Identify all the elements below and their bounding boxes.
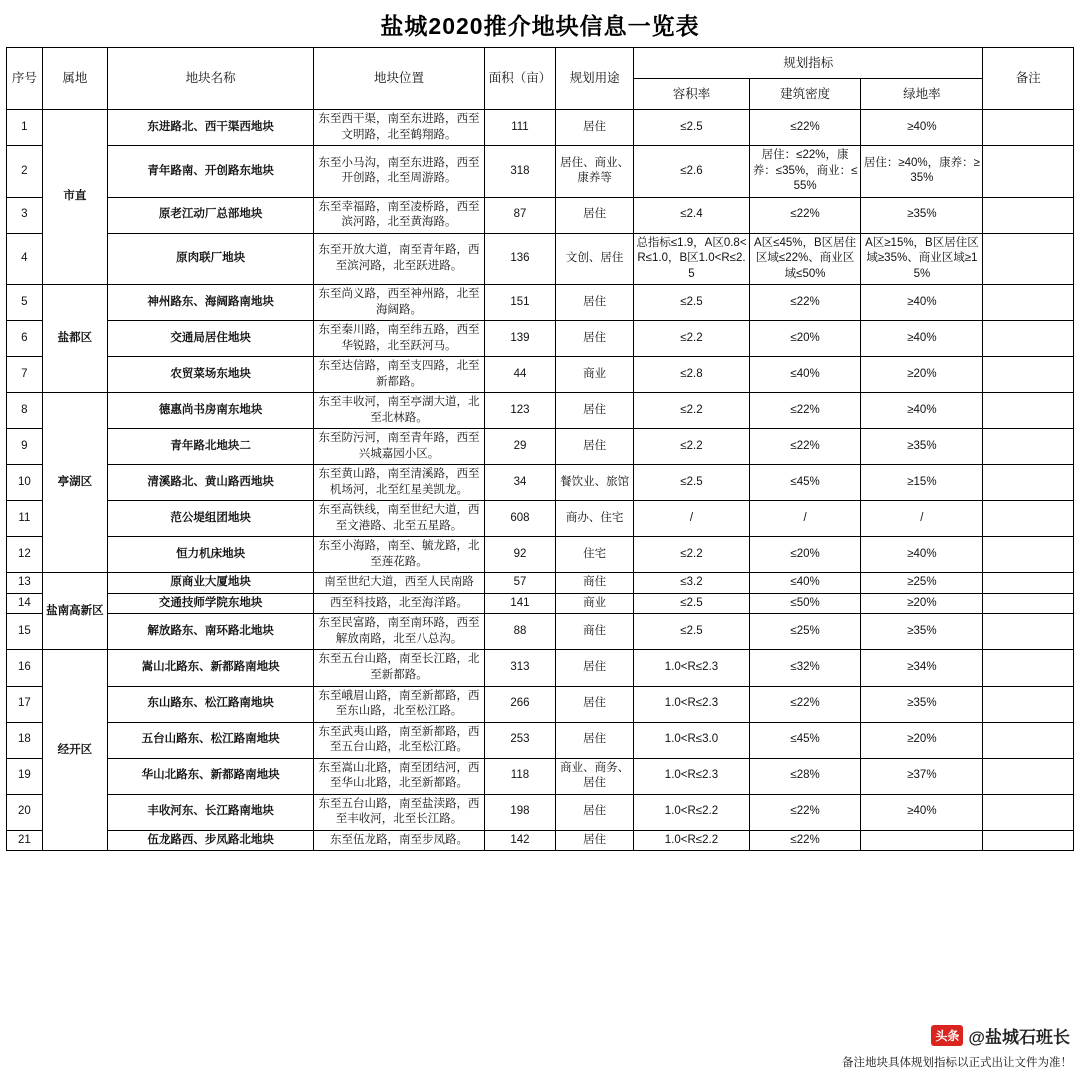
table-row	[7, 146, 1074, 198]
cell-use: 居住	[556, 393, 634, 429]
table-row	[7, 830, 1074, 851]
cell-green: ≥25%	[861, 573, 983, 594]
cell-green: ≥40%	[861, 110, 983, 146]
cell-seq: 5	[7, 285, 43, 321]
cell-area: 34	[484, 465, 556, 501]
cell-density: ≤50%	[749, 593, 861, 614]
cell-use: 居住	[556, 321, 634, 357]
cell-green: ≥35%	[861, 197, 983, 233]
cell-area: 253	[484, 722, 556, 758]
header-location: 地块位置	[314, 48, 484, 110]
cell-far: ≤2.2	[634, 321, 750, 357]
table-row	[7, 393, 1074, 429]
table-row	[7, 501, 1074, 537]
table-row	[7, 321, 1074, 357]
cell-green: ≥37%	[861, 758, 983, 794]
cell-seq: 14	[7, 593, 43, 614]
cell-area: 151	[484, 285, 556, 321]
cell-location: 东至伍龙路，南至步凤路。	[314, 830, 484, 851]
cell-density: ≤22%	[749, 429, 861, 465]
cell-green	[861, 830, 983, 851]
cell-far: ≤2.5	[634, 593, 750, 614]
cell-name: 丰收河东、长江路南地块	[108, 794, 314, 830]
cell-density: ≤40%	[749, 573, 861, 594]
cell-area: 44	[484, 357, 556, 393]
cell-use: 居住	[556, 285, 634, 321]
header-belong: 属地	[42, 48, 107, 110]
cell-seq: 10	[7, 465, 43, 501]
cell-location: 东至丰收河，南至亭湖大道，北至北林路。	[314, 393, 484, 429]
cell-seq: 1	[7, 110, 43, 146]
cell-density: A区≤45%，B区居住区域≤22%、商业区域≤50%	[749, 233, 861, 285]
cell-name: 交通局居住地块	[108, 321, 314, 357]
cell-use: 居住	[556, 197, 634, 233]
cell-location: 东至开放大道，南至青年路，西至滨河路，北至跃进路。	[314, 233, 484, 285]
cell-location: 东至民富路，南至南环路，西至解放南路，北至八总沟。	[314, 614, 484, 650]
cell-density: ≤25%	[749, 614, 861, 650]
table-row	[7, 197, 1074, 233]
cell-green: ≥40%	[861, 285, 983, 321]
cell-seq: 3	[7, 197, 43, 233]
cell-far: ≤2.8	[634, 357, 750, 393]
cell-location: 东至武夷山路，南至新都路，西至五台山路，北至松江路。	[314, 722, 484, 758]
cell-name: 神州路东、海阔路南地块	[108, 285, 314, 321]
cell-note	[983, 593, 1074, 614]
cell-name: 清溪路北、黄山路西地块	[108, 465, 314, 501]
cell-green: ≥35%	[861, 614, 983, 650]
cell-far: ≤2.5	[634, 465, 750, 501]
cell-name: 解放路东、南环路北地块	[108, 614, 314, 650]
cell-density: ≤22%	[749, 794, 861, 830]
footer-note: 备注地块具体规划指标以正式出让文件为准！	[842, 1057, 1072, 1069]
cell-green: ≥15%	[861, 465, 983, 501]
cell-name: 原肉联厂地块	[108, 233, 314, 285]
cell-seq: 16	[7, 650, 43, 686]
cell-green: ≥40%	[861, 393, 983, 429]
cell-area: 123	[484, 393, 556, 429]
cell-area: 118	[484, 758, 556, 794]
cell-name: 五台山路东、松江路南地块	[108, 722, 314, 758]
cell-density: /	[749, 501, 861, 537]
cell-use: 居住	[556, 110, 634, 146]
cell-seq: 2	[7, 146, 43, 198]
table-row	[7, 537, 1074, 573]
cell-density: ≤20%	[749, 321, 861, 357]
cell-use: 餐饮业、旅馆	[556, 465, 634, 501]
cell-name: 恒力机床地块	[108, 537, 314, 573]
header-seq: 序号	[7, 48, 43, 110]
cell-far: 1.0<R≤2.3	[634, 758, 750, 794]
header-name: 地块名称	[108, 48, 314, 110]
table-row	[7, 650, 1074, 686]
cell-seq: 12	[7, 537, 43, 573]
cell-location: 南至世纪大道，西至人民南路	[314, 573, 484, 594]
cell-location: 东至秦川路，南至纬五路，西至华锐路，北至跃河马。	[314, 321, 484, 357]
cell-location: 东至小海路，南至、毓龙路，北至莲花路。	[314, 537, 484, 573]
header-use: 规划用途	[556, 48, 634, 110]
cell-green: ≥20%	[861, 722, 983, 758]
table-row	[7, 110, 1074, 146]
cell-far: 1.0<R≤2.3	[634, 650, 750, 686]
cell-location: 东至尚义路，西至神州路，北至海阔路。	[314, 285, 484, 321]
cell-green: ≥35%	[861, 429, 983, 465]
cell-use: 商住	[556, 573, 634, 594]
cell-area: 92	[484, 537, 556, 573]
cell-seq: 6	[7, 321, 43, 357]
table-row	[7, 614, 1074, 650]
cell-seq: 8	[7, 393, 43, 429]
cell-belong: 盐南高新区	[42, 573, 107, 650]
cell-seq: 9	[7, 429, 43, 465]
cell-far: ≤3.2	[634, 573, 750, 594]
cell-far: ≤2.2	[634, 393, 750, 429]
cell-note	[983, 357, 1074, 393]
cell-area: 198	[484, 794, 556, 830]
cell-green: ≥20%	[861, 357, 983, 393]
cell-note	[983, 146, 1074, 198]
cell-density: ≤45%	[749, 465, 861, 501]
cell-area: 318	[484, 146, 556, 198]
cell-area: 88	[484, 614, 556, 650]
cell-name: 青年路北地块二	[108, 429, 314, 465]
table-row	[7, 794, 1074, 830]
cell-name: 德惠尚书房南东地块	[108, 393, 314, 429]
cell-name: 原商业大厦地块	[108, 573, 314, 594]
cell-use: 商业	[556, 357, 634, 393]
table-row	[7, 686, 1074, 722]
cell-name: 农贸菜场东地块	[108, 357, 314, 393]
cell-belong: 市直	[42, 110, 107, 285]
cell-name: 青年路南、开创路东地块	[108, 146, 314, 198]
cell-green: ≥35%	[861, 686, 983, 722]
cell-density: ≤22%	[749, 197, 861, 233]
cell-note	[983, 501, 1074, 537]
cell-density: ≤22%	[749, 110, 861, 146]
cell-use: 居住	[556, 686, 634, 722]
cell-note	[983, 722, 1074, 758]
cell-density: ≤22%	[749, 285, 861, 321]
table-row	[7, 465, 1074, 501]
cell-note	[983, 110, 1074, 146]
cell-seq: 18	[7, 722, 43, 758]
table-header	[7, 48, 1074, 110]
cell-green: 居住：≥40%，康养：≥35%	[861, 146, 983, 198]
cell-belong: 经开区	[42, 650, 107, 851]
cell-green: ≥34%	[861, 650, 983, 686]
cell-location: 东至小马沟，南至东进路，西至开创路，北至周游路。	[314, 146, 484, 198]
cell-note	[983, 465, 1074, 501]
cell-density: ≤22%	[749, 393, 861, 429]
cell-use: 文创、居住	[556, 233, 634, 285]
cell-seq: 15	[7, 614, 43, 650]
header-far: 容积率	[634, 79, 750, 110]
cell-location: 东至峨眉山路，南至新都路，西至东山路，北至松江路。	[314, 686, 484, 722]
cell-green: ≥40%	[861, 794, 983, 830]
header-area: 面积（亩）	[484, 48, 556, 110]
table-row	[7, 593, 1074, 614]
cell-location: 东至嵩山北路，南至团结河，西至华山北路，北至新都路。	[314, 758, 484, 794]
page-title: 盐城2020推介地块信息一览表	[380, 13, 700, 39]
cell-use: 住宅	[556, 537, 634, 573]
cell-seq: 7	[7, 357, 43, 393]
cell-far: 1.0<R≤2.3	[634, 686, 750, 722]
cell-green: ≥20%	[861, 593, 983, 614]
table-body	[7, 110, 1074, 851]
cell-far: ≤2.5	[634, 285, 750, 321]
cell-far: ≤2.2	[634, 429, 750, 465]
cell-note	[983, 758, 1074, 794]
cell-density: ≤32%	[749, 650, 861, 686]
cell-far: 1.0<R≤2.2	[634, 830, 750, 851]
cell-area: 29	[484, 429, 556, 465]
cell-green: A区≥15%，B区居住区域≥35%、商业区域≥15%	[861, 233, 983, 285]
header-indicator-group: 规划指标	[634, 48, 983, 79]
cell-use: 商住	[556, 614, 634, 650]
cell-name: 东山路东、松江路南地块	[108, 686, 314, 722]
cell-density: ≤22%	[749, 686, 861, 722]
cell-use: 商办、住宅	[556, 501, 634, 537]
cell-use: 商业、商务、居住	[556, 758, 634, 794]
cell-belong: 亭湖区	[42, 393, 107, 573]
cell-far: ≤2.6	[634, 146, 750, 198]
cell-note	[983, 233, 1074, 285]
cell-seq: 13	[7, 573, 43, 594]
cell-name: 范公堤组团地块	[108, 501, 314, 537]
cell-location: 东至幸福路，南至凌桥路，西至滨河路，北至黄海路。	[314, 197, 484, 233]
cell-area: 139	[484, 321, 556, 357]
cell-note	[983, 614, 1074, 650]
cell-seq: 21	[7, 830, 43, 851]
cell-use: 居住、商业、康养等	[556, 146, 634, 198]
watermark	[931, 1023, 1070, 1048]
cell-location: 西至科技路，北至海洋路。	[314, 593, 484, 614]
cell-green: ≥40%	[861, 321, 983, 357]
cell-location: 东至防污河，南至青年路，西至兴城嘉园小区。	[314, 429, 484, 465]
cell-density: ≤28%	[749, 758, 861, 794]
cell-note	[983, 650, 1074, 686]
cell-area: 266	[484, 686, 556, 722]
cell-area: 141	[484, 593, 556, 614]
header-row-1	[7, 48, 1074, 79]
cell-area: 136	[484, 233, 556, 285]
land-info-table	[6, 47, 1074, 851]
cell-use: 居住	[556, 722, 634, 758]
cell-seq: 17	[7, 686, 43, 722]
cell-green: /	[861, 501, 983, 537]
cell-far: 1.0<R≤2.2	[634, 794, 750, 830]
cell-note	[983, 321, 1074, 357]
cell-far: ≤2.5	[634, 614, 750, 650]
cell-area: 608	[484, 501, 556, 537]
cell-use: 居住	[556, 830, 634, 851]
cell-far: ≤2.5	[634, 110, 750, 146]
cell-far: /	[634, 501, 750, 537]
cell-location: 东至西干渠，南至东进路，西至文明路，北至鹤翔路。	[314, 110, 484, 146]
cell-seq: 4	[7, 233, 43, 285]
cell-note	[983, 686, 1074, 722]
header-note: 备注	[983, 48, 1074, 110]
cell-note	[983, 573, 1074, 594]
cell-name: 嵩山北路东、新都路南地块	[108, 650, 314, 686]
cell-note	[983, 285, 1074, 321]
table-row	[7, 722, 1074, 758]
cell-density: ≤20%	[749, 537, 861, 573]
cell-note	[983, 197, 1074, 233]
cell-name: 东进路北、西干渠西地块	[108, 110, 314, 146]
cell-name: 华山北路东、新都路南地块	[108, 758, 314, 794]
table-row	[7, 285, 1074, 321]
cell-far: ≤2.4	[634, 197, 750, 233]
cell-location: 东至达信路，南至支四路，北至新都路。	[314, 357, 484, 393]
cell-location: 东至五台山路，南至盐渎路，西至丰收河，北至长江路。	[314, 794, 484, 830]
cell-area: 313	[484, 650, 556, 686]
table-row	[7, 429, 1074, 465]
cell-far: 总指标≤1.9，A区0.8<R≤1.0，B区1.0<R≤2.5	[634, 233, 750, 285]
cell-location: 东至五台山路，南至长江路，北至新都路。	[314, 650, 484, 686]
cell-area: 57	[484, 573, 556, 594]
table-row	[7, 573, 1074, 594]
cell-seq: 19	[7, 758, 43, 794]
cell-name: 原老江动厂总部地块	[108, 197, 314, 233]
header-density: 建筑密度	[749, 79, 861, 110]
header-green: 绿地率	[861, 79, 983, 110]
cell-far: ≤2.2	[634, 537, 750, 573]
cell-density: ≤45%	[749, 722, 861, 758]
cell-name: 交通技师学院东地块	[108, 593, 314, 614]
cell-density: 居住：≤22%，康养：≤35%，商业：≤55%	[749, 146, 861, 198]
cell-use: 居住	[556, 650, 634, 686]
cell-note	[983, 537, 1074, 573]
cell-seq: 11	[7, 501, 43, 537]
cell-use: 居住	[556, 794, 634, 830]
cell-location: 东至高铁线，南至世纪大道，西至文港路、北至五星路。	[314, 501, 484, 537]
cell-density: ≤40%	[749, 357, 861, 393]
watermark-badge: 头条	[931, 1025, 963, 1046]
cell-note	[983, 830, 1074, 851]
cell-green: ≥40%	[861, 537, 983, 573]
table-row	[7, 233, 1074, 285]
cell-density: ≤22%	[749, 830, 861, 851]
table-row	[7, 758, 1074, 794]
cell-location: 东至黄山路，南至清溪路，西至机场河，北至红星美凯龙。	[314, 465, 484, 501]
cell-far: 1.0<R≤3.0	[634, 722, 750, 758]
cell-seq: 20	[7, 794, 43, 830]
cell-note	[983, 393, 1074, 429]
cell-belong: 盐都区	[42, 285, 107, 393]
cell-note	[983, 429, 1074, 465]
cell-use: 商业	[556, 593, 634, 614]
watermark-text: @盐城石班长	[968, 1028, 1070, 1047]
cell-area: 142	[484, 830, 556, 851]
table-row	[7, 357, 1074, 393]
cell-area: 111	[484, 110, 556, 146]
cell-note	[983, 794, 1074, 830]
cell-area: 87	[484, 197, 556, 233]
cell-name: 伍龙路西、步凤路北地块	[108, 830, 314, 851]
cell-use: 居住	[556, 429, 634, 465]
